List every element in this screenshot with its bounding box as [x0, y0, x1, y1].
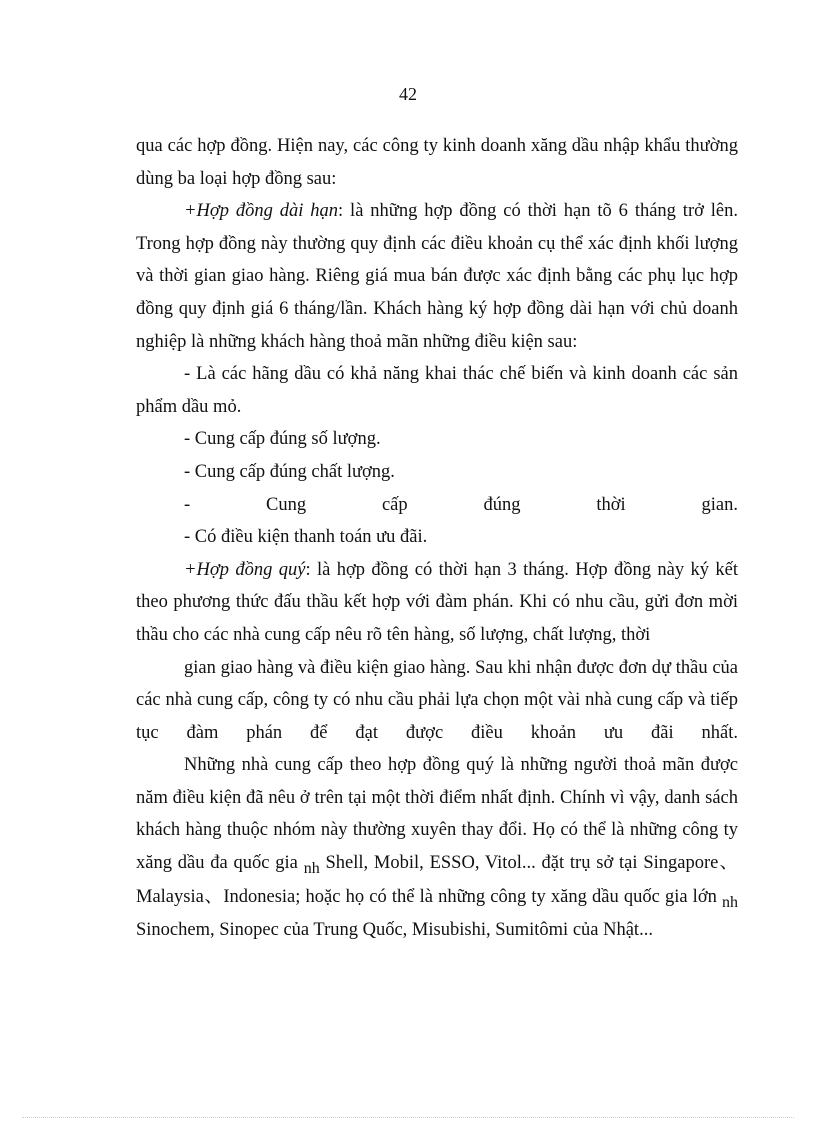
condition-item-3: - Cung cấp đúng chất lượng. — [184, 461, 395, 482]
page-bottom-divider — [22, 1117, 794, 1118]
paragraph-tender-process: gian giao hàng và điều kiện giao hàng. Sau khi nhận được đơn dự thầu của các nhà cung cấp, công ty có nhu cầu phải lựa chọn một vài nhà cung cấp và tiếp tục đàm phán để đạt được điều khoản ưu đãi nhất. — [136, 657, 738, 743]
nh-fragment: nh — [303, 860, 320, 878]
nh-fragment: nh — [722, 893, 738, 911]
document-body — [136, 130, 738, 947]
condition-item-1: - Là các hãng dầu có khả năng khai thác chế biến và kinh doanh các sản phẩm dầu mỏ. — [136, 364, 738, 417]
condition-item-4-word: - — [184, 494, 191, 515]
condition-item-4-word: gian. — [701, 494, 738, 515]
paragraph-quarterly-contract — [136, 554, 738, 652]
page-number: 42 — [399, 84, 417, 104]
condition-item-4-word: Cung — [266, 494, 307, 515]
condition-item-4-word: cấp — [381, 494, 408, 515]
paragraph-suppliers — [136, 749, 738, 947]
quarterly-contract-text: : là hợp đồng có thời hạn 3 tháng. Hợp đồng này ký kết theo phương thức đấu thầu kết hợp với đàm phán. Khi có nhu cầu, gửi đơn mời thầu cho các nhà cung cấp nêu rõ tên hàng, số lượng, chất lượng, thời — [136, 559, 738, 645]
condition-item-4 — [136, 489, 738, 522]
suppliers-text-a: Những nhà cung cấp theo hợp đồng quý là những người thoả mãn được năm điều kiện đã nêu ở trên tại một thời điểm nhất định. Chính vì vậy, danh sách khách hàng thuộc nhóm này thường xuyên thay đổi. Họ có thể là những công ty xăng dầu đa quốc gia — [136, 755, 738, 874]
condition-item-2: - Cung cấp đúng số lượng. — [184, 429, 381, 450]
condition-item-5: - Có điều kiện thanh toán ưu đãi. — [184, 527, 428, 548]
paragraph-intro: qua các hợp đồng. Hiện nay, các công ty kinh doanh xăng dầu nhập khẩu thường dùng ba loại hợp đồng sau: — [136, 136, 738, 189]
condition-item-4-word: đúng — [483, 494, 521, 515]
long-term-contract-text: : là những hợp đồng có thời hạn tõ 6 tháng trở lên. Trong hợp đồng này thường quy định các điều khoản cụ thể xác định khối lượng và thời gian giao hàng. Riêng giá mua bán được xác định bằng các phụ lục hợp đồng quy định giá 6 tháng/lần. Khách hàng ký hợp đồng dài hạn với chủ doanh nghiệp là những khách hàng thoả mãn những điều kiện sau: — [136, 201, 739, 352]
condition-item-4-word: thời — [596, 494, 626, 515]
suppliers-text-c: Sinochem, Sinopec của Trung Quốc, Misubishi, Sumitômi của Nhật... — [136, 920, 653, 941]
long-term-contract-label: +Hợp đồng dài hạn — [184, 201, 339, 222]
quarterly-contract-label: +Hợp đồng quý — [184, 559, 306, 580]
paragraph-long-term-contract — [136, 195, 738, 358]
suppliers-text-b: Shell, Mobil, ESSO, Vitol... đặt trụ sở tại Singapore、Malaysia、Indonesia; hoặc họ có thể là những công ty xăng dầu quốc gia lớn — [136, 853, 738, 907]
